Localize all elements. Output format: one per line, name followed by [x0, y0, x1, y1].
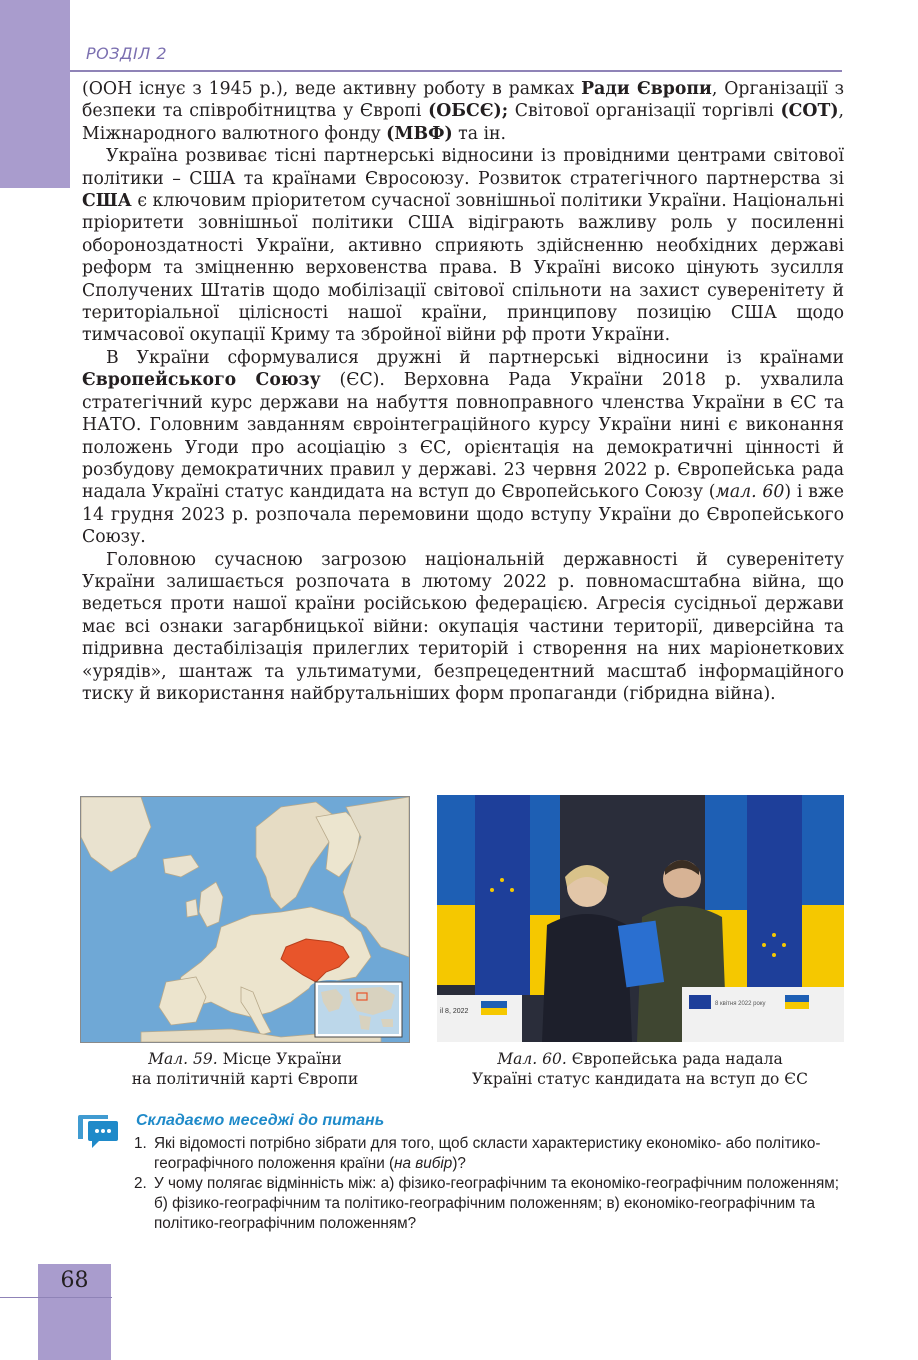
task-text: [154, 1134, 846, 1174]
page-number: 68: [60, 1268, 89, 1293]
figure-60-caption: [430, 1049, 850, 1089]
tasks-title: Складаємо меседжі до питань: [136, 1112, 385, 1129]
text-run: та ін.: [452, 123, 507, 144]
caption-label: Мал. 59.: [148, 1050, 218, 1068]
bold-term: (МВФ): [386, 123, 453, 144]
caption-line1: Місце України: [217, 1050, 342, 1068]
text-run: ) і вже 14 грудня 2023 р. розпочала перемовини щодо вступу України до Європейського Союзу.: [82, 482, 844, 548]
text-run: Які відомості потрібно зібрати для того, щоб скласти характеристику економіко- або політико-географічного положення країни (: [154, 1135, 821, 1172]
bold-term: Ради Європи: [581, 79, 712, 99]
text-run: Світової організації торгівлі: [508, 101, 781, 122]
paragraph: [82, 145, 844, 347]
task-text: [154, 1174, 846, 1234]
paragraph: [82, 347, 844, 549]
body-text: [82, 78, 844, 705]
task-item: [134, 1174, 846, 1234]
text-run: В України сформувалися дружні й партнерські відносини із країнами: [106, 347, 844, 368]
chat-bubble-icon: [78, 1115, 120, 1149]
text-run: , Міжнародного валютного фонду: [82, 101, 844, 144]
caption-line1: Європейська рада надала: [566, 1050, 783, 1068]
text-run: Головною сучасною загрозою національній державності й суверенітету України залишається розпочата в лютому 2022 р. повномасштабна війна, що ведеться проти нашої країни російською федерацією. Агресія сусідньої держави має всі ознаки загарбницької війни: окупація частини території, диверсійна та підривна дестабілізація прилеглих територій і створення на них маріонеткових «урядів», шантаж та ультиматуми, безпрецедентний масштаб інформаційного тиску й використання найбрутальніших форм пропаганди (гібридна війна).: [82, 549, 844, 704]
caption-line2: на політичній карті Європи: [131, 1070, 359, 1088]
caption-line2: Україні статус кандидата на вступ до ЄС: [471, 1070, 809, 1088]
italic-text: на вибір: [394, 1155, 453, 1172]
podium-left-text: il 8, 2022: [440, 1008, 469, 1015]
text-run: (ЄС). Верховна Рада України 2018 р. ухвалила стратегічний курс держави на набуття повноправного членства України в ЄС та НАТО. Головним завданням євроінтеграційного курсу України нині є виконання положень Угоди про асоціацію з ЄС, орієнтація на демократичні цінності й розбудову демократичних правил у державі. 23 червня 2022 р. Європейська рада надала Україні статус кандидата на вступ до Європейського Союзу (: [82, 370, 844, 503]
tasks-list: [134, 1134, 846, 1234]
section-header: РОЗДІЛ 2: [86, 44, 168, 63]
europe-map-image: [81, 797, 409, 1042]
text-run: , Організації з безпеки та співробітництва у Європі: [82, 79, 845, 122]
bold-term: Європейського Союзу: [82, 370, 321, 391]
podium-right-text: 8 квітня 2022 року: [715, 1001, 766, 1007]
text-run: )?: [452, 1155, 466, 1172]
bold-term: США: [82, 191, 132, 212]
paragraph: [82, 549, 844, 706]
task-number: 2.: [134, 1175, 147, 1192]
footer-divider: [0, 1297, 112, 1298]
task-number: 1.: [134, 1135, 147, 1152]
text-run: Україна розвиває тісні партнерські відносини із провідними центрами світової політики – США та країнами Євросоюзу. Розвиток стратегічного партнерства зі: [82, 146, 844, 189]
figure-59-caption: [80, 1049, 410, 1089]
bold-term: (ОБСЄ);: [428, 101, 509, 122]
section-tab: [0, 0, 70, 188]
italic-text: мал. 60: [715, 482, 785, 503]
text-run: (ООН існує з 1945 р.), веде активну роботу в рамках: [82, 79, 582, 99]
figure-eu-ukraine-photo: [437, 795, 844, 1042]
text-run: є ключовим пріоритетом сучасної зовнішньої політики України. Національні пріоритети зовнішньої політики США відіграють важливу роль у посиленні обороноздатності України, активно сприяють здійсненню необхідних державі реформ та зміцненню верховенства права. В Україні високо цінують зусилля Сполучених Штатів щодо мобілізації світової спільноти на захист суверенітету й територіальної цілісності нашої країни, принципову позицію США щодо тимчасової окупації Криму та збройної війни рф проти України.: [82, 191, 844, 346]
header-divider: [70, 70, 842, 72]
task-item: [134, 1134, 846, 1174]
eu-ukraine-photo-image: [437, 795, 844, 1042]
text-run: У чому полягає відмінність між: а) фізико-географічним та економіко-географічним положенням; б) фізико-географічним та політико-географічним положенням; в) економіко-географічним та політико-географічним положенням?: [154, 1175, 840, 1232]
bold-term: (СОТ): [780, 101, 839, 122]
paragraph: [82, 78, 844, 145]
caption-label: Мал. 60.: [497, 1050, 567, 1068]
figure-europe-map: [80, 796, 410, 1043]
